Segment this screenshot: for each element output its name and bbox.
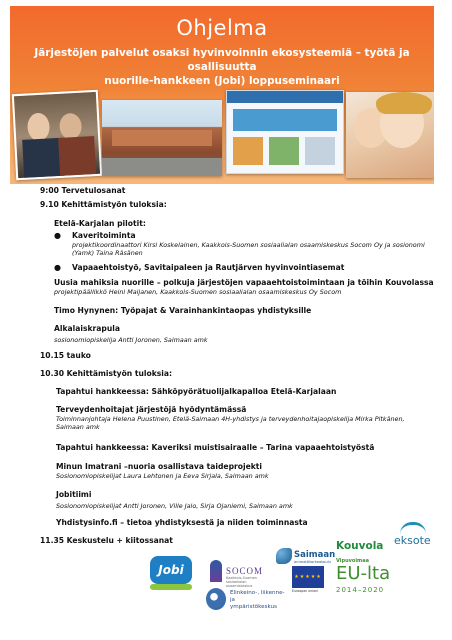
subtitle-line-2: nuorille-hankkeen (Jobi) loppuseminaari bbox=[104, 75, 340, 87]
socom-logo: SOCOM Kaakkois-Suomen sosiaalialan osaamiskeskus bbox=[210, 556, 270, 584]
ely-mark-icon bbox=[206, 588, 226, 610]
jobi-logo-underline bbox=[150, 584, 192, 590]
page-title: Ohjelma bbox=[176, 16, 268, 40]
program-break: 10.15 tauko bbox=[40, 351, 91, 360]
paths-title: Uusia mahiksia nuorille – polkuja järjestöjen vapaaehtoistoimintaan ja töihin Kouvolassa bbox=[54, 278, 434, 287]
pilot-1-note-line-1: projektikoordinaattori Kirsi Koskelainen, Kaakkois-Suomen sosiaalialan osaamiskeskus Socom Oy ja sosionomi bbox=[72, 241, 425, 249]
jobi-logo: Jobi bbox=[150, 556, 192, 584]
program-results-1: 9.10 Kehittämistyön tuloksia: bbox=[40, 200, 167, 209]
bullet-icon: ● bbox=[54, 263, 61, 272]
bullet-icon: ● bbox=[54, 231, 61, 240]
h4-session bbox=[56, 462, 436, 480]
photo-smiling-children bbox=[346, 92, 434, 178]
h5-title: Jobitiimi bbox=[56, 490, 92, 499]
pilot-1-title: Kaveritoiminta bbox=[72, 231, 136, 240]
eksote-arc-icon bbox=[400, 522, 426, 534]
pilot-1-note-line-2: (Yamk) Taina Räsänen bbox=[72, 249, 143, 258]
pilot-2 bbox=[54, 263, 434, 273]
timo-title: Timo Hynynen: Työpajat & Varainhankintaopas yhdistyksille bbox=[54, 306, 312, 315]
h1-title: Tapahtui hankkeessa: Sähköpyörätuolijalkapalloa Etelä-Karjalaan bbox=[56, 387, 337, 396]
paths-session bbox=[54, 278, 434, 296]
photo-website-screenshot bbox=[226, 90, 344, 174]
alkalais-note: sosionomiopiskelija Antti Joronen, Saimaan amk bbox=[54, 336, 208, 344]
h4-note: Sosionomiopiskelijat Laura Lehtonen ja Eeva Sirjala, Saimaan amk bbox=[56, 472, 269, 480]
program-closing: 11.35 Keskustelu + kiitossanat bbox=[40, 536, 173, 545]
h5-session bbox=[56, 490, 436, 510]
h4-title: Minun Imatrani –nuoria osallistava taideprojekti bbox=[56, 462, 263, 471]
h2-note-line-2: Saimaan amk bbox=[56, 423, 100, 432]
saimaan-logo: Saimaan ammattikorkeakoulu bbox=[276, 546, 332, 568]
eu-flag-icon: ★★★★★ bbox=[292, 566, 324, 588]
socom-mark-icon bbox=[210, 560, 222, 582]
saimaan-mark-icon bbox=[276, 548, 292, 564]
kouvola-logo: Kouvola bbox=[336, 540, 384, 552]
h3-title: Tapahtui hankkeessa: Kaveriksi muistisairaalle – Tarina vapaaehtoistyöstä bbox=[56, 443, 375, 452]
photo-girls-with-cards bbox=[12, 90, 102, 180]
program-welcome: 9:00 Tervetulosanat bbox=[40, 186, 126, 195]
h2-session bbox=[56, 405, 436, 432]
eu-caption: Euroopan unioni bbox=[292, 589, 318, 593]
photo-building bbox=[102, 100, 222, 176]
pilot-1 bbox=[54, 231, 434, 258]
h2-title: Terveydenhoitajat järjestöjä hyödyntämässä bbox=[56, 405, 247, 414]
ely-centre-logo: Elinkeino-, liikenne- ja ympäristökeskus bbox=[206, 586, 290, 614]
vipuvoimaa-eu-logo: Vipuvoimaa EU-lta 2014–2020 bbox=[336, 558, 391, 594]
header-banner bbox=[10, 6, 434, 184]
paths-note: projektipäällikkö Heini Maijanen, Kaakkois-Suomen sosiaalialan osaamiskeskus Oy Socom bbox=[54, 288, 342, 296]
alkalais-title: Alkalaiskrapula bbox=[54, 324, 120, 333]
page-subtitle bbox=[30, 46, 414, 88]
pilots-title: Etelä-Karjalan pilotit: bbox=[54, 219, 146, 228]
subtitle-line-1: Järjestöjen palvelut osaksi hyvinvoinnin ekosysteemiä – työtä ja osallisuutta bbox=[34, 47, 410, 73]
h6-title: Yhdistysinfo.fi – tietoa yhdistyksestä ja niiden toiminnasta bbox=[56, 518, 308, 527]
program-results-2: 10.30 Kehittämistyön tuloksia: bbox=[40, 369, 173, 378]
pilot-2-title: Vapaaehtoistyö, Savitaipaleen ja Rautjärven hyvinvointiasemat bbox=[72, 263, 345, 272]
eksote-logo: eksote bbox=[394, 522, 438, 556]
h2-note-line-1: Toiminnanjohtaja Helena Puustinen, Etelä-Saimaan 4H-yhdistys ja terveydenhoitajaopiskelija Mirka Pitkänen, bbox=[56, 415, 405, 423]
h5-note: Sosionomiopiskelijat Antti Joronen, Ville Jalo, Sirja Ojaniemi, Saimaan amk bbox=[56, 502, 293, 510]
alkalais-session bbox=[54, 324, 434, 344]
